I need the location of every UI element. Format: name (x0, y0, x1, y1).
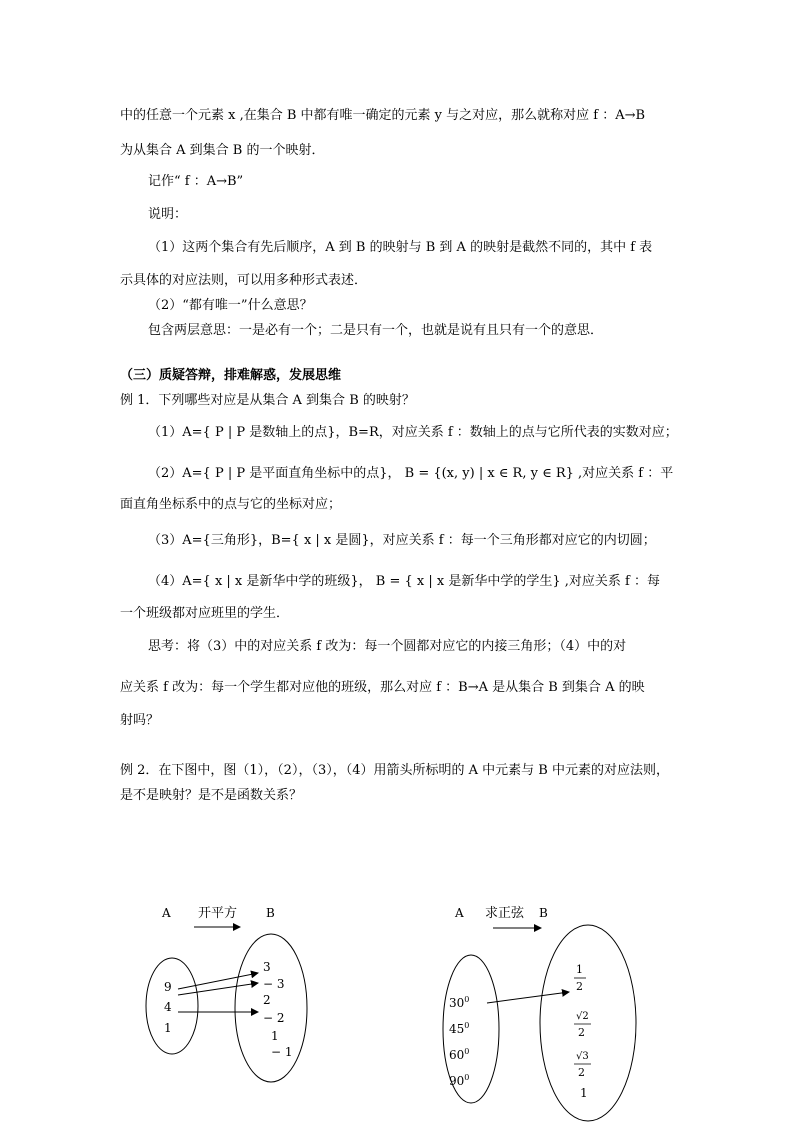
example1-title: 例 1．下列哪些对应是从集合 A 到集合 B 的映射？ (120, 393, 415, 408)
rule-label: 开平方 (198, 906, 238, 921)
set-b-ellipse (235, 934, 307, 1082)
notation-line: 记作“ f ：A→B” (148, 174, 244, 189)
b-fraction-numerator: 1 (576, 963, 583, 976)
a-element: $90^0$ (449, 1073, 470, 1088)
section-heading: （三）质疑答辩，排难解惑，发展思维 (120, 368, 342, 383)
set-a-label: A (162, 906, 171, 920)
a-element: 1 (164, 1021, 172, 1035)
definition-line-2: 为从集合 A 到集合 B 的一个映射． (120, 143, 325, 158)
set-a-label: A (455, 906, 464, 920)
note1-line-2: 示具体的对应法则，可以用多种形式表述． (120, 273, 368, 288)
a-element: $45^0$ (449, 1021, 470, 1036)
b-element: − 1 (271, 1045, 293, 1059)
mapping-arrow (178, 973, 258, 989)
example2-line-2: 是不是映射？是不是函数关系？ (120, 788, 303, 803)
b-element: 1 (580, 1086, 588, 1100)
b-element: − 2 (263, 1011, 285, 1025)
think-line-3: 射吗？ (120, 713, 160, 728)
b-element: 3 (263, 960, 271, 974)
set-b-label: B (266, 906, 275, 920)
example1-item-3: （3）A={三角形}，B={ x | x 是圆}，对应关系 f ：每一个三角形都对应它的内切圆； (148, 533, 656, 548)
set-a-ellipse (146, 958, 198, 1054)
set-b-ellipse (540, 925, 636, 1121)
b-fraction-numerator: √3 (576, 1051, 589, 1062)
explain-label: 说明： (148, 207, 188, 222)
definition-line-1: 中的任意一个元素 x ,在集合 B 中都有唯一确定的元素 y 与之对应，那么就称对应 f ：A→B (120, 108, 646, 123)
b-element: 2 (263, 993, 271, 1007)
note2-answer: 包含两层意思：一是必有一个；二是只有一个，也就是说有且只有一个的意思． (148, 323, 604, 338)
set-b-label: B (539, 906, 548, 920)
mapping-arrow (487, 992, 569, 1003)
a-element: 9 (164, 980, 172, 994)
note1-line-1: （1）这两个集合有先后顺序，A 到 B 的映射与 B 到 A 的映射是截然不同的，其中 f 表 (148, 240, 653, 255)
think-line-1: 思考：将（3）中的对应关系 f 改为：每一个圆都对应它的内接三角形；（4）中的对 (148, 639, 627, 654)
b-fraction-denominator: 2 (578, 1066, 585, 1079)
example1-item-1: （1）A={ P | P 是数轴上的点}，B=R，对应关系 f ：数轴上的点与它所代表的实数对应； (148, 425, 678, 440)
example1-item-4-line-1: （4）A={ x | x 是新华中学的班级}， B = { x | x 是新华中学的学生} ,对应关系 f ：每 (148, 574, 660, 589)
example1-item-4-line-2: 一个班级都对应班里的学生． (120, 606, 290, 621)
example1-item-2-line-1: （2）A={ P | P 是平面直角坐标中的点}， B = {(x, y) | x ∈ R, y ∈ R} ,对应关系 f ：平 (148, 466, 674, 481)
b-element: − 3 (263, 977, 285, 991)
b-fraction-numerator: √2 (576, 1011, 589, 1022)
rule-label: 求正弦 (485, 906, 525, 921)
mapping-diagram-2 (435, 895, 655, 1123)
example1-item-2-line-2: 面直角坐标系中的点与它的坐标对应； (120, 497, 342, 512)
b-element: 1 (271, 1029, 279, 1043)
think-line-2: 应关系 f 改为：每一个学生都对应他的班级，那么对应 f ：B→A 是从集合 B 到集合 A 的映 (120, 680, 645, 695)
b-fraction-denominator: 2 (576, 980, 583, 993)
note2-question: （2）“都有唯一”什么意思？ (148, 298, 313, 313)
mapping-diagram-1 (140, 895, 340, 1095)
a-element: 4 (164, 1000, 172, 1014)
a-element: $60^0$ (449, 1047, 470, 1062)
b-fraction-denominator: 2 (578, 1026, 585, 1039)
mapping-arrow (178, 983, 258, 995)
a-element: $30^0$ (449, 995, 470, 1010)
example2-line-1: 例 2．在下图中，图（1），（2），（3），（4）用箭头所标明的 A 中元素与 B 中元素的对应法则， (120, 763, 669, 778)
